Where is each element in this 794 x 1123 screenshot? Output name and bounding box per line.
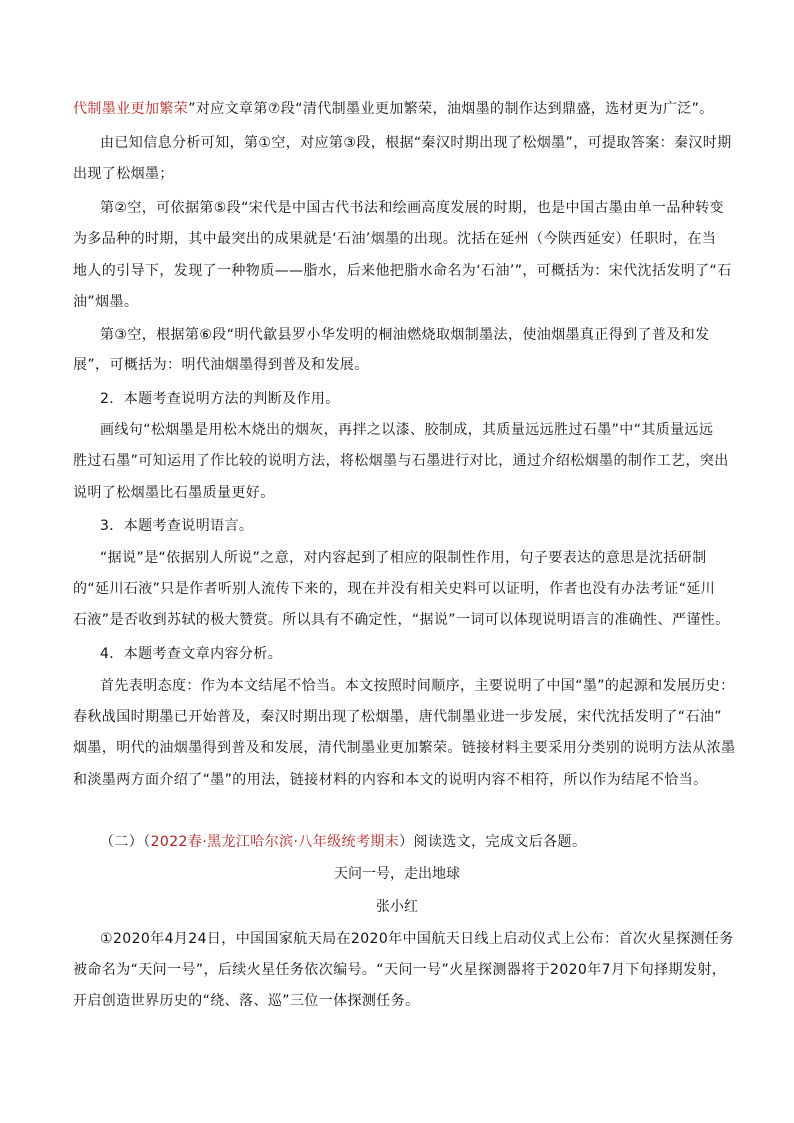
question-3-line-2: 的“延川石液”只是作者听别人流传下来的，现在并没有相关史料可以证明，作者也没有办法考证“延川 (73, 581, 716, 597)
article-paragraph-1-line-3: 开启创造世界历史的“绕、落、巡”三位一体探测任务。 (73, 993, 420, 1009)
exam-source-link[interactable]: 2022春·黑龙江哈尔滨·八年级统考期末 (150, 834, 400, 850)
question-4-line-1: 首先表明态度：作为本文结尾不恰当。本文按照时间顺序，主要说明了中国“墨”的起源和发展历史： (100, 678, 735, 694)
answer-4-line-1: 第③空，根据第⑥段“明代歙县罗小华发明的桐油燃烧取烟制墨法，使油烟墨真正得到了普及和发 (100, 327, 710, 343)
article-title: 天问一号，走出地球 (334, 866, 460, 882)
question-3-line-1: “据说”是“依据别人所说”之意，对内容起到了相应的限制性作用，句子要表达的意思是沈括研制 (100, 550, 707, 566)
question-2-line-2: 胜过石墨”可知运用了作比较的说明方法，将松烟墨与石墨进行对比，通过介绍松烟墨的制作工艺，突出 (73, 453, 729, 469)
question-4-line-4: 和淡墨两方面介绍了“墨”的用法，链接材料的内容和本文的说明内容不相符，所以作为结尾不恰当。 (73, 772, 708, 788)
article-author: 张小红 (376, 899, 418, 915)
question-3-title: 3．本题考查说明语言。 (100, 518, 254, 534)
answer-1-line-1: 代制墨业更加繁荣”对应文章第⑦段“清代制墨业更加繁荣，油烟墨的制作达到鼎盛，选材更为广泛”。 (73, 101, 714, 117)
question-4-line-3: 烟墨，明代的油烟墨得到普及和发展，清代制墨业更加繁荣。链接材料主要采用分类别的说明方法从浓墨 (73, 740, 736, 756)
answer-3-line-4: 油”烟墨。 (73, 294, 139, 310)
question-4-title: 4．本题考查文章内容分析。 (100, 646, 283, 662)
question-2-line-3: 说明了松烟墨比石墨质量更好。 (73, 485, 275, 501)
section-2-heading: （二）（2022春·黑龙江哈尔滨·八年级统考期末）阅读选文，完成文后各题。 (100, 834, 587, 850)
answer-4-line-2: 展”，可概括为：明代油烟墨得到普及和发展。 (73, 357, 369, 373)
answer-1-highlight: 代制墨业更加繁荣 (73, 101, 189, 117)
answer-3-line-3: 地人的引导下，发现了一种物质——脂水，后来他把脂水命名为‘石油’”，可概括为：宋代沈括发明了“石 (73, 263, 732, 279)
answer-3-line-1: 第②空，可依据第⑤段“宋代是中国古代书法和绘画高度发展的时期，也是中国古墨由单一品种转变 (100, 200, 724, 216)
article-paragraph-1-line-2: 被命名为“天问一号”，后续火星任务依次编号。“天问一号”火星探测器将于2020年7月下旬择期发射， (73, 962, 727, 978)
answer-3-line-2: 为多品种的时期，其中最突出的成果就是‘石油’烟墨的出现。沈括在延州（今陕西延安）任职时，在当 (73, 231, 717, 247)
answer-2-line-2: 出现了松烟墨； (73, 166, 174, 182)
question-2-line-1: 画线句“松烟墨是用松木烧出的烟灰，再拌之以漆、胶制成，其质量远远胜过石墨”中“其质量远远 (100, 422, 714, 438)
question-2-title: 2．本题考查说明方法的判断及作用。 (100, 391, 340, 407)
question-4-line-2: 春秋战国时期墨已开始普及，秦汉时期出现了松烟墨，唐代制墨业进一步发展，宋代沈括发明了“石油” (73, 709, 722, 725)
article-paragraph-1-line-1: ①2020年4月24日，中国国家航天局在2020年中国航天日线上启动仪式上公布：首次火星探测任务 (100, 931, 734, 947)
answer-2-line-1: 由已知信息分析可知，第①空，对应第③段，根据“秦汉时期出现了松烟墨”，可提取答案：秦汉时期 (100, 135, 732, 151)
question-3-line-3: 石液”是否收到苏轼的极大赞赏。所以具有不确定性，“据说”一词可以体现说明语言的准确性、严谨性。 (73, 612, 730, 628)
